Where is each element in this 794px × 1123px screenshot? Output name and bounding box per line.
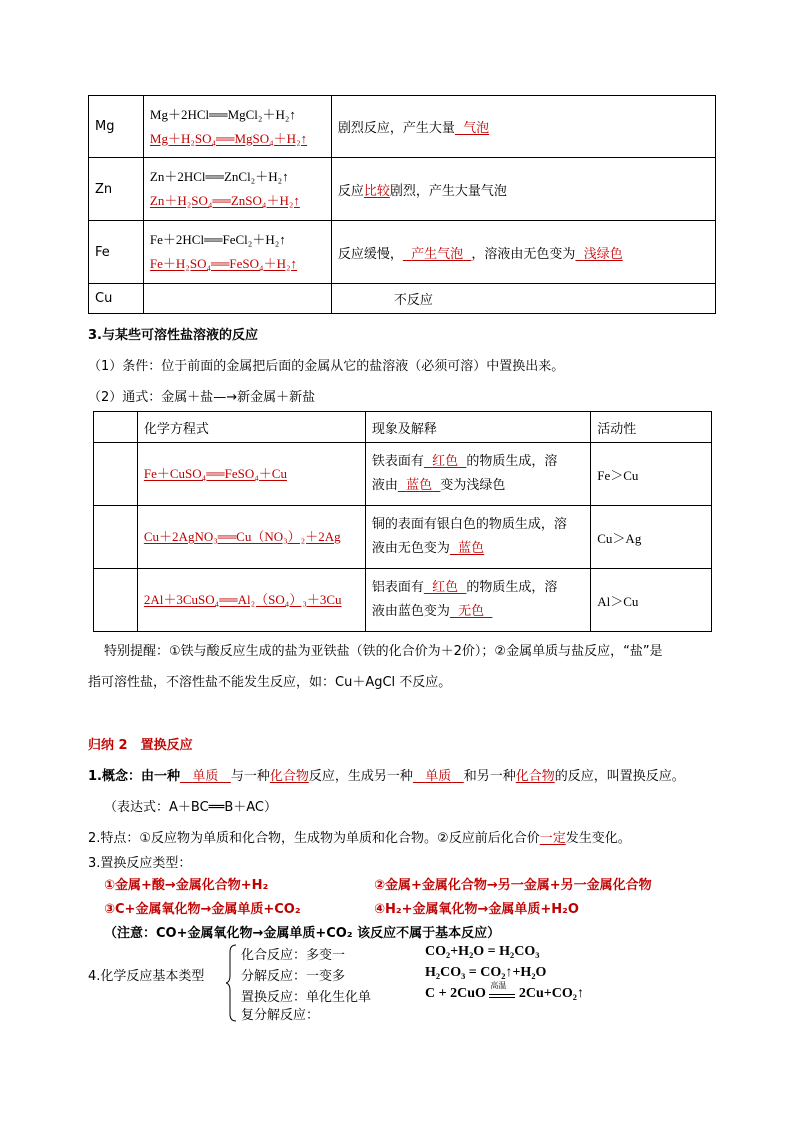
table-row <box>89 96 716 158</box>
reaction-equation: Cu＋2AgNO₃══Cu（NO₃）₂＋2Ag <box>143 529 341 544</box>
activity-cell: Fe＞Cu <box>591 443 712 506</box>
equation-hcl: Mg＋2HCl══MgCl₂＋H₂↑ <box>149 106 296 122</box>
table-row <box>89 221 716 284</box>
table-header-row <box>94 412 712 443</box>
salt-condition: （1）条件：位于前面的金属把后面的金属从它的盐溶液（必须可溶）中置换出来。 <box>88 359 565 374</box>
phenomenon-text: 剧烈反应，产生大量 <box>337 121 455 136</box>
brace-icon <box>226 944 238 1022</box>
phenomenon-text: 反应 <box>337 183 364 199</box>
equation-hcl: Fe＋2HCl══FeCl₂＋H₂↑ <box>149 232 286 247</box>
high-temp-condition: 高温 <box>489 987 515 1001</box>
fill-blank: 单质 <box>192 769 219 784</box>
metal-cell: Zn <box>89 158 144 221</box>
table-row: 2Al＋3CuSO₄══Al₂（SO₄）₃＋3Cu 铝表面有 红色 的物质生成，溶 液由蓝色变为 无色 Al＞Cu <box>94 569 712 632</box>
type-3: ③C+金属氧化物→金属单质+CO₂ <box>104 902 301 917</box>
salt-reaction-table <box>93 411 712 632</box>
equation-h2so4: Fe＋H₂SO₄══FeSO₄＋H₂↑ <box>149 256 297 271</box>
fill-blank: 红色 <box>432 580 459 595</box>
metal-acid-table <box>88 95 716 314</box>
basic-types-label: 4.化学反应基本类型 <box>88 969 205 984</box>
activity-cell: Cu＞Ag <box>591 506 712 569</box>
notice-line: （注意：CO+金属氧化物→金属单质+CO₂ 该反应不属于基本反应） <box>104 926 501 941</box>
phenomenon-text: 反应缓慢， <box>337 246 403 262</box>
fill-blank: 比较 <box>363 183 390 199</box>
column-header: 化学方程式 <box>137 412 365 443</box>
type-1: ①金属+酸→金属化合物+H₂ <box>104 878 269 893</box>
reaction-equation: Fe＋CuSO₄══FeSO₄＋Cu <box>143 466 287 481</box>
basic-type-name: 化合反应：多变一 <box>241 948 346 963</box>
fill-blank: 单质 <box>425 769 452 784</box>
type-4: ④H₂+金属氧化物→金属单质+H₂O <box>374 902 579 917</box>
fill-blank: 蓝色 <box>458 541 485 556</box>
table-row <box>89 284 716 314</box>
table-row: Fe＋CuSO₄══FeSO₄＋Cu 铁表面有 红色 的物质生成，溶 液由 蓝色 变为浅绿色 Fe＞Cu <box>94 443 712 506</box>
basic-equation: CO₂+H₂O = H₂CO₃ <box>425 944 540 959</box>
special-note-line1: 特别提醒：①铁与酸反应生成的盐为亚铁盐（铁的化合价为＋2价）；②金属单质与盐反应，“盐”是 <box>104 644 663 659</box>
salt-heading: 3.与某些可溶性盐溶液的反应 <box>88 328 258 343</box>
metal-cell: Fe <box>89 221 144 284</box>
phenomenon-text: 不反应 <box>393 293 433 308</box>
fill-blank: 产生气泡 <box>411 246 464 262</box>
types-heading: 3.置换反应类型： <box>88 856 192 871</box>
salt-formula: （2）通式：金属＋盐—→新金属＋新盐 <box>88 390 316 405</box>
concept-line: 1.概念：由一种 单质 与一种化合物反应，生成另一种 单质 和另一种化合物的反应，叫置换反应。 <box>88 769 685 784</box>
equation-hcl: Zn＋2HCl══ZnCl₂＋H₂↑ <box>149 169 289 184</box>
reaction-equation: 2Al＋3CuSO₄══Al₂（SO₄）₃＋3Cu <box>143 592 342 607</box>
special-note-line2: 指可溶性盐，不溶性盐不能发生反应，如：Cu＋AgCl 不反应。 <box>88 675 452 690</box>
column-header: 现象及解释 <box>365 412 590 443</box>
fill-blank: 无色 <box>458 604 485 619</box>
basic-type-name: 分解反应：一变多 <box>241 969 346 984</box>
fill-blank: 一定 <box>539 831 566 846</box>
table-row: Cu＋2AgNO₃══Cu（NO₃）₂＋2Ag 铜的表面有银白色的物质生成，溶 液由无色变为 蓝色 Cu＞Ag <box>94 506 712 569</box>
fill-blank: 气泡 <box>463 121 490 136</box>
feature-line: 2.特点：①反应物为单质和化合物，生成物为单质和化合物。②反应前后化合价一定发生变化。 <box>88 831 631 846</box>
basic-type-name: 复分解反应： <box>241 1008 320 1023</box>
type-2: ②金属+金属化合物→另一金属+另一金属化合物 <box>374 878 652 893</box>
section-title: 归纳 2 置换反应 <box>88 738 193 753</box>
table-row <box>89 158 716 221</box>
metal-cell: Cu <box>89 284 144 314</box>
fill-blank: 化合物 <box>515 769 555 784</box>
activity-cell: Al＞Cu <box>591 569 712 632</box>
phenomenon-text: 剧烈，产生大量气泡 <box>389 183 507 199</box>
metal-cell: Mg <box>89 96 144 158</box>
expression-line: （表达式：A＋BC══B＋AC） <box>104 800 277 815</box>
equation-h2so4: Zn＋H₂SO₄══ZnSO₄＋H₂↑ <box>149 193 300 208</box>
equation-h2so4: Mg＋H₂SO₄══MgSO₄＋H₂↑ <box>149 130 308 146</box>
basic-equation: H₂CO₃ = CO₂↑+H₂O <box>425 965 547 980</box>
fill-blank: 浅绿色 <box>583 246 623 262</box>
fill-blank: 红色 <box>432 454 459 469</box>
fill-blank: 蓝色 <box>406 478 433 493</box>
phenomenon-text: ，溶液由无色变为 <box>471 246 576 262</box>
column-header: 活动性 <box>591 412 712 443</box>
basic-equation: C + 2CuO 高温 2Cu+CO₂↑ <box>425 980 584 1001</box>
fill-blank: 化合物 <box>269 769 309 784</box>
basic-type-name: 置换反应：单化生化单 <box>241 990 372 1005</box>
